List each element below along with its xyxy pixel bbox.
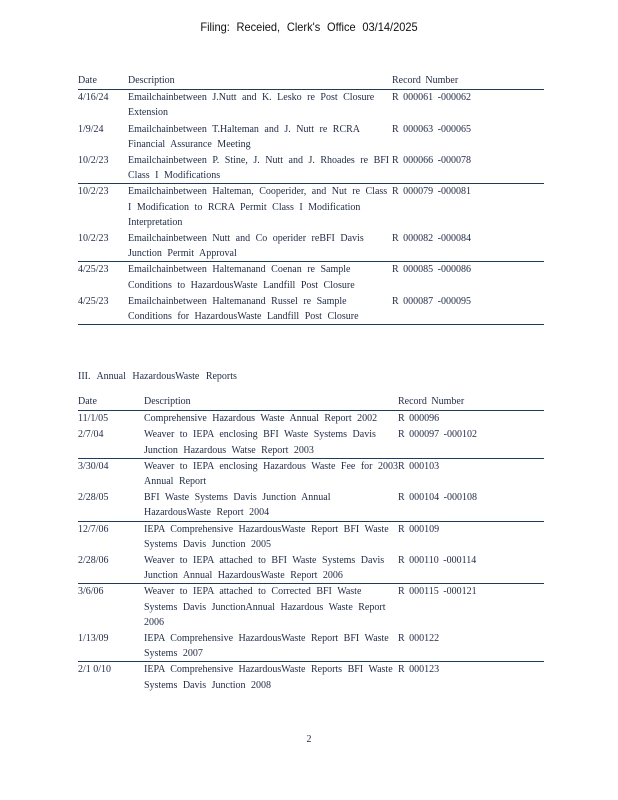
row-date: 12/7/06 <box>78 523 109 535</box>
table-row <box>78 631 544 662</box>
row-description: Emailchainbetween J.Nutt and K. Lesko re Post Closure Extension <box>128 92 375 119</box>
page-number: 2 <box>306 734 312 745</box>
row-date: 4/16/24 <box>78 92 109 104</box>
table-row <box>78 294 544 325</box>
row-date: 10/2/23 <box>78 233 109 245</box>
table-row <box>78 584 544 631</box>
table-row <box>78 427 544 458</box>
table-row <box>78 153 544 184</box>
row-description: Emailchainbetween P. Stine, J. Nutt and J. Rhoades re BFI Class I Modifications <box>128 155 390 182</box>
row-description: Emailchainbetween T.Halteman and J. Nutt re RCRA Financial Assurance Meeting <box>128 123 360 150</box>
record-number-column-header: Record Number <box>392 75 459 86</box>
table-row <box>78 184 544 231</box>
table-row <box>78 662 544 693</box>
table-row <box>78 262 544 293</box>
row-record-number: R 000097 -000102 <box>398 429 477 441</box>
row-date: 3/30/04 <box>78 460 109 472</box>
row-date: 2/7/04 <box>78 429 104 441</box>
row-date: 2/28/05 <box>78 492 109 504</box>
row-record-number: R 000079 -000081 <box>392 186 471 198</box>
row-description: IEPA Comprehensive HazardousWaste Reports BFI Waste Systems Davis Junction 2008 <box>144 664 393 691</box>
date-column-header: Date <box>78 396 97 407</box>
row-record-number: R 000122 <box>398 633 440 645</box>
row-description: Weaver to IEPA attached to BFI Waste Systems Davis Junction Annual HazardousWaste Report 2006 <box>144 555 385 582</box>
table-header-row <box>78 73 544 90</box>
row-record-number: R 000109 <box>398 523 440 535</box>
description-column-header: Description <box>128 75 175 86</box>
table-row <box>78 490 544 521</box>
row-description: Weaver to IEPA enclosing BFI Waste Systems Davis Junction Hazardous Watse Report 2003 <box>144 429 376 456</box>
row-record-number: R 000110 -000114 <box>398 555 477 567</box>
row-description: Weaver to IEPA enclosing Hazardous Waste Fee for 2003 Annual Report <box>144 460 398 488</box>
row-description: Emailchainbetween Haltemanand Russel re Sample Conditions for HazardousWaste Landfill Post Closure <box>128 295 359 323</box>
table-row <box>78 553 544 584</box>
row-record-number: R 000104 -000108 <box>398 492 477 504</box>
row-date: 1/13/09 <box>78 633 109 645</box>
records-table-annual-reports <box>78 394 544 694</box>
row-date: 11/1/05 <box>78 413 109 425</box>
date-column-header: Date <box>78 75 97 86</box>
table-header-row <box>78 394 544 411</box>
row-date: 2/28/06 <box>78 555 109 567</box>
record-number-column-header: Record Number <box>398 396 465 407</box>
row-description: Emailchainbetween Haltemanand Coenan re Sample Conditions to HazardousWaste Landfill Post Closure <box>128 264 355 291</box>
row-date: 4/25/23 <box>78 295 109 307</box>
row-record-number: R 000103 <box>398 460 440 472</box>
table-row <box>78 459 544 490</box>
table-row <box>78 522 544 553</box>
row-record-number: R 000096 <box>398 413 440 425</box>
table-body <box>78 90 544 325</box>
row-description: Comprehensive Hazardous Waste Annual Report 2002 <box>144 413 378 425</box>
row-date: 10/2/23 <box>78 155 109 167</box>
row-record-number: R 000066 -000078 <box>392 155 471 167</box>
table-row <box>78 231 544 262</box>
section-title: III. Annual HazardousWaste Reports <box>78 371 237 382</box>
filing-stamp-header: Filing: Receied, Clerk's Office 03/14/2025 <box>200 20 418 34</box>
row-record-number: R 000085 -000086 <box>392 264 471 276</box>
row-record-number: R 000082 -000084 <box>392 233 471 245</box>
row-description: Emailchainbetween Nutt and Co operider reBFI Davis Junction Permit Approval <box>128 233 364 260</box>
table-row <box>78 411 544 427</box>
row-record-number: R 000063 -000065 <box>392 123 471 135</box>
row-description: Emailchainbetween Halteman, Cooperider, and Nut re Class I Modification to RCRA Permit Class I Modification Interpretation <box>128 186 388 228</box>
row-description: IEPA Comprehensive HazardousWaste Report BFI Waste Systems 2007 <box>144 633 389 660</box>
table-row <box>78 122 544 153</box>
table-body <box>78 411 544 694</box>
row-date: 10/2/23 <box>78 186 109 198</box>
row-record-number: R 000115 -000121 <box>398 586 477 598</box>
row-date: 4/25/23 <box>78 264 109 276</box>
description-column-header: Description <box>144 396 191 407</box>
row-date: 3/6/06 <box>78 586 104 598</box>
row-description: BFI Waste Systems Davis Junction Annual HazardousWaste Report 2004 <box>144 492 331 519</box>
row-description: Weaver to IEPA attached to Corrected BFI Waste Systems Davis JunctionAnnual Hazardous Waste Report 2006 <box>144 586 386 628</box>
table-row <box>78 90 544 121</box>
row-description: IEPA Comprehensive HazardousWaste Report BFI Waste Systems Davis Junction 2005 <box>144 523 389 550</box>
row-record-number: R 000061 -000062 <box>392 92 471 104</box>
row-record-number: R 000123 <box>398 664 440 676</box>
row-record-number: R 000087 -000095 <box>392 295 471 307</box>
row-date: 1/9/24 <box>78 123 104 135</box>
row-date: 2/1 0/10 <box>78 664 112 676</box>
records-table-correspondence <box>78 73 544 325</box>
